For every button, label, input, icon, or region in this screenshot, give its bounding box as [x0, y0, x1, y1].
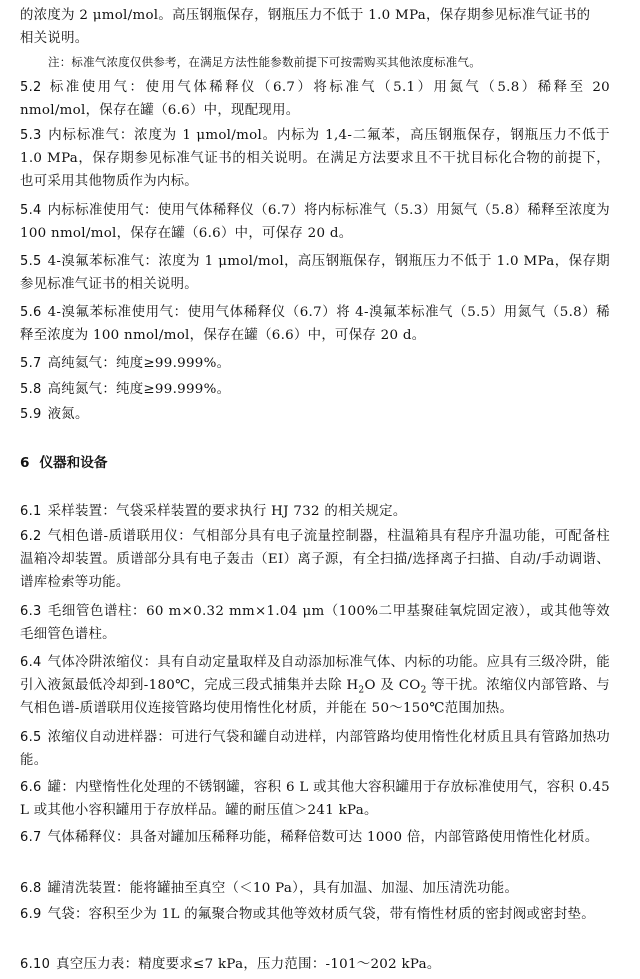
item-number: 5.5: [20, 254, 42, 269]
item-5-2: [20, 76, 610, 122]
item-5-4: [20, 199, 610, 245]
item-number: 6.4: [20, 655, 42, 670]
item-text: 内标标准使用气：使用气体稀释仪（6.7）将内标标准气（5.3）用氮气（5.8）稀释至浓度为 100 nmol/mol，保存在罐（6.6）中，可保存 20 d。: [20, 203, 610, 241]
item-text: 气相色谱-质谱联用仪：气相部分具有电子流量控制器，柱温箱具有程序升温功能，可配备柱温箱冷却装置。质谱部分具有电子轰击（EI）离子源，有全扫描/选择离子扫描、自动/手动调谐、谱库检索等功能。: [20, 529, 610, 590]
item-number: 5.6: [20, 305, 42, 320]
intro-line-1: 的浓度为 2 μmol/mol。高压钢瓶保存，钢瓶压力不低于 1.0 MPa，保存期参见标准气证书的: [20, 8, 591, 23]
section-6-heading: [20, 452, 610, 474]
item-6-10: [20, 953, 610, 976]
item-text: 浓缩仪自动进样器：可进行气袋和罐自动进样，内部管路均使用惰性化材质且具有管路加热功能。: [20, 730, 610, 768]
item-text: 罐：内壁惰性化处理的不锈钢罐，容积 6 L 或其他大容积罐用于存放标准使用气，容积 0.45 L 或其他小容积罐用于存放样品。罐的耐压值＞241 kPa。: [20, 780, 610, 818]
item-6-7: [20, 826, 610, 849]
item-6-3: [20, 600, 610, 646]
item-text: 采样装置：气袋采样装置的要求执行 HJ 732 的相关规定。: [47, 504, 407, 519]
item-text: 罐清洗装置：能将罐抽至真空（＜10 Pa），具有加温、加湿、加压清洗功能。: [47, 881, 519, 896]
item-number: 5.4: [20, 203, 42, 218]
item-number: 5.3: [20, 128, 42, 143]
item-6-8: [20, 877, 610, 900]
item-5-8: [20, 378, 610, 401]
item-text-part-3: 等干扰。浓缩仪内部管路、与气相色谱-质谱联用仪连接管路均使用惰性化材质，并能在 50～150℃范围加热。: [20, 678, 610, 716]
subscript-2: 2: [420, 685, 427, 696]
item-6-4: [20, 651, 610, 720]
item-text: 高纯氮气：纯度≥99.999%。: [47, 382, 231, 397]
item-text: 气袋：容积至少为 1L 的氟聚合物或其他等效材质气袋，带有惰性材质的密封阀或密封垫。: [47, 907, 595, 922]
item-text-part-1: 气体冷阱浓缩仪：具有自动定量取样及自动添加标准气体、内标的功能。应具有三级冷阱，能引入液氮最低冷却到-180℃，完成三段式捕集并去除 H: [20, 655, 610, 693]
item-number: 5.8: [20, 382, 42, 397]
item-number: 6.7: [20, 830, 42, 845]
intro-line-2: 相关说明。: [20, 31, 89, 46]
item-text: 真空压力表：精度要求≤7 kPa，压力范围：-101～202 kPa。: [56, 957, 441, 972]
item-5-7: [20, 352, 610, 375]
section-title: 仪器和设备: [39, 455, 108, 471]
note-text: 注：标准气浓度仅供参考，在满足方法性能参数前提下可按需购买其他浓度标准气。: [48, 55, 481, 69]
item-5-5: [20, 250, 610, 296]
item-number: 6.6: [20, 780, 42, 795]
item-5-9: [20, 403, 610, 426]
item-text: 内标标准气：浓度为 1 μmol/mol。内标为 1,4-二氟苯，高压钢瓶保存，钢瓶压力不低于 1.0 MPa，保存期参见标准气证书的相关说明。在满足方法要求且不干扰目标化合物的前提下，也可采用其他物质作为内标。: [20, 128, 610, 189]
item-number: 6.9: [20, 907, 42, 922]
item-text: 4-溴氟苯标准使用气：使用气体稀释仪（6.7）将 4-溴氟苯标准气（5.5）用氮气（5.8）稀释至浓度为 100 nmol/mol，保存在罐（6.6）中，可保存 20 d。: [20, 305, 610, 343]
item-6-2: [20, 525, 610, 594]
section-number: 6: [20, 455, 30, 471]
item-number: 5.9: [20, 407, 42, 422]
item-number: 6.2: [20, 529, 42, 544]
item-6-1: [20, 500, 610, 523]
item-text-part-2: O 及 CO: [364, 678, 421, 693]
item-6-6: [20, 776, 610, 822]
item-text: 高纯氦气：纯度≥99.999%。: [47, 356, 231, 371]
item-number: 6.8: [20, 881, 42, 896]
item-number: 6.5: [20, 730, 42, 745]
item-text: 标准使用气：使用气体稀释仪（6.7）将标准气（5.1）用氮气（5.8）稀释至 20 nmol/mol，保存在罐（6.6）中，现配现用。: [20, 80, 610, 118]
item-number: 5.2: [20, 80, 42, 95]
item-number: 6.1: [20, 504, 42, 519]
item-number: 5.7: [20, 356, 42, 371]
item-number: 6.3: [20, 604, 42, 619]
subscript-2: 2: [358, 685, 365, 696]
item-6-9: [20, 903, 610, 926]
item-text: 毛细管色谱柱：60 m×0.32 mm×1.04 μm（100%二甲基聚硅氧烷固定液），或其他等效毛细管色谱柱。: [20, 604, 610, 642]
intro-paragraph: [20, 4, 610, 50]
item-5-3: [20, 124, 610, 193]
item-number: 6.10: [20, 957, 51, 972]
item-text: 液氮。: [47, 407, 89, 422]
item-text: 4-溴氟苯标准气：浓度为 1 μmol/mol，高压钢瓶保存，钢瓶压力不低于 1.0 MPa，保存期参见标准气证书的相关说明。: [20, 254, 610, 292]
item-text: 气体稀释仪：具备对罐加压稀释功能，稀释倍数可达 1000 倍，内部管路使用惰性化材质。: [47, 830, 599, 845]
item-6-5: [20, 726, 610, 772]
item-5-6: [20, 301, 610, 347]
